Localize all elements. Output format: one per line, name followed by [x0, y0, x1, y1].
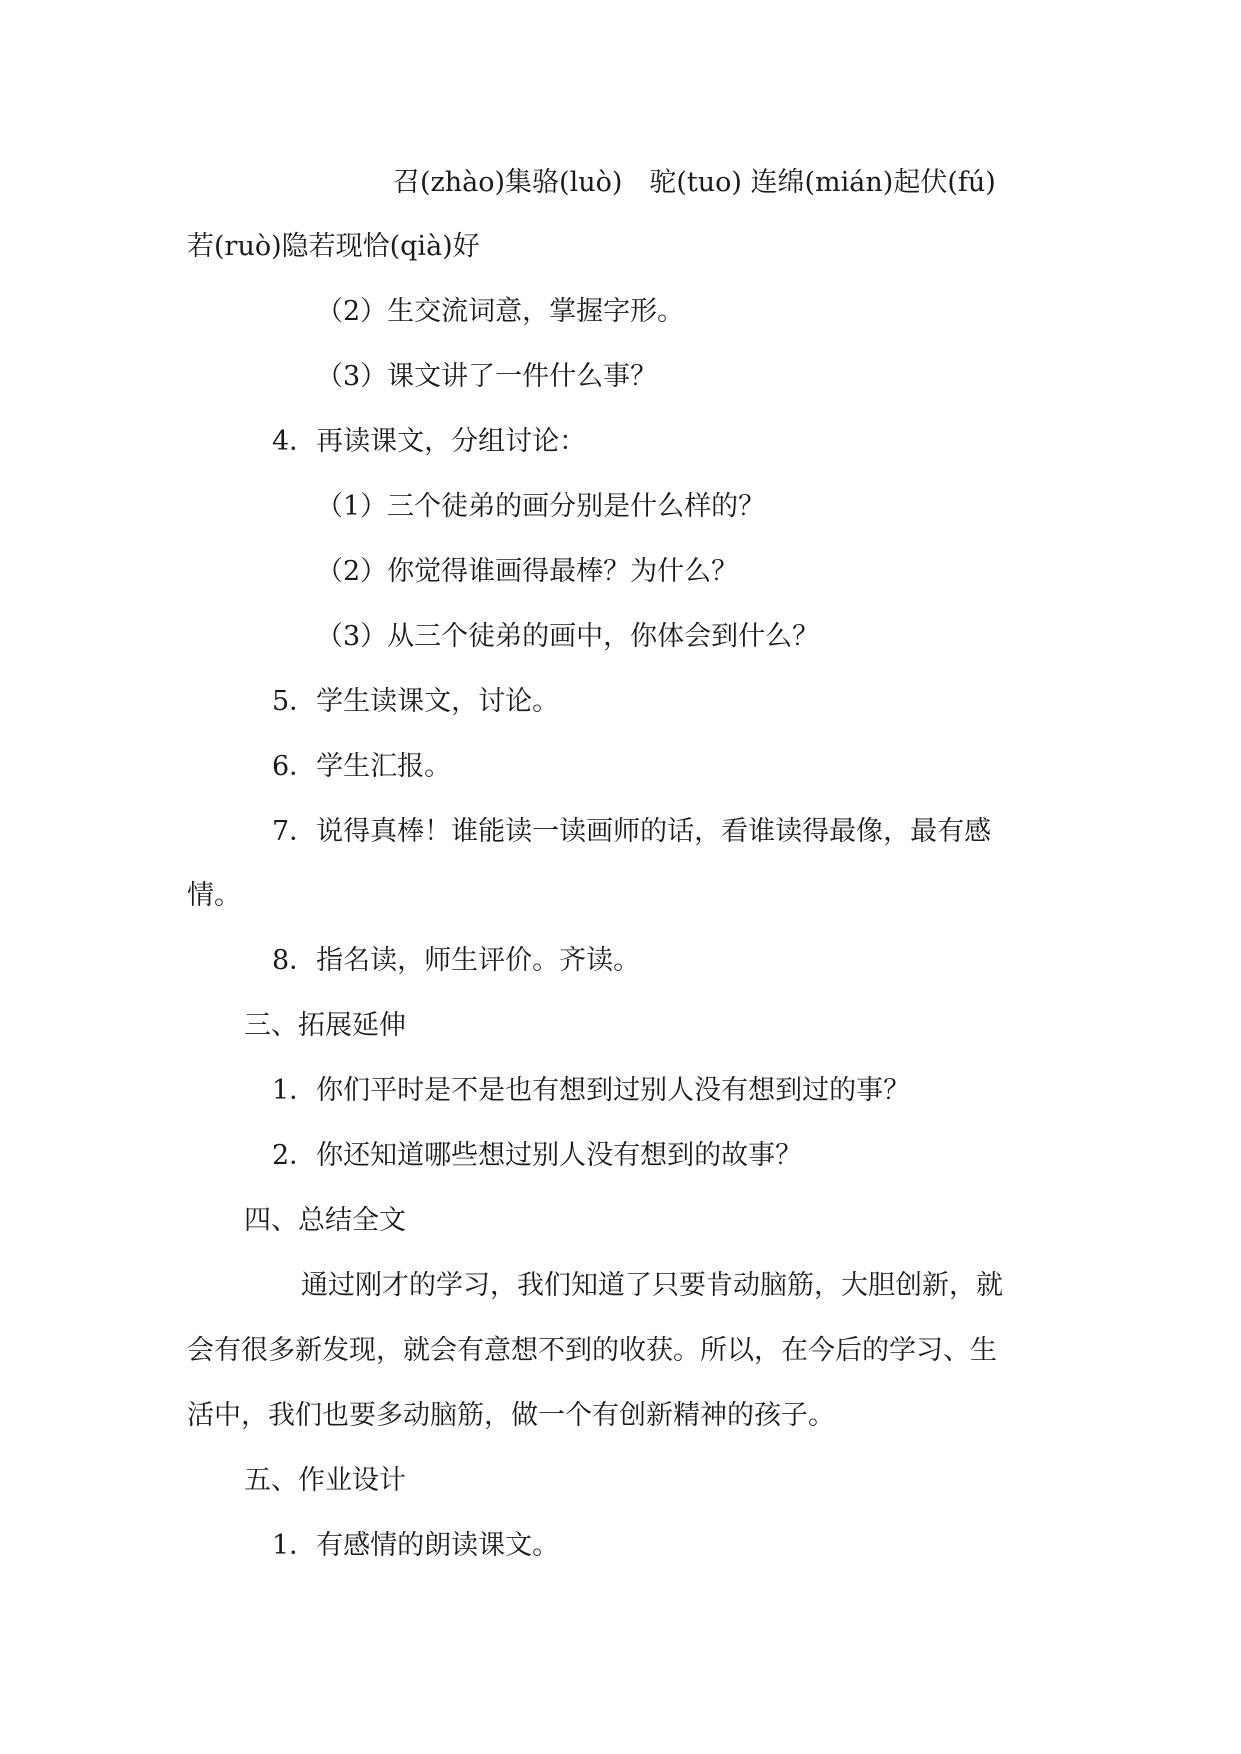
section-heading-4: 四、总结全文	[244, 1205, 406, 1236]
text-line-step-5: 5．学生读课文，讨论。	[272, 686, 560, 717]
text-line-step-6: 6．学生汇报。	[272, 751, 452, 782]
paragraph-summary-line-1: 通过刚才的学习，我们知道了只要肯动脑筋，大胆创新，就	[301, 1270, 1003, 1301]
text-line-ext-2: 2．你还知道哪些想过别人没有想到的故事？	[272, 1140, 803, 1171]
text-line-ext-1: 1．你们平时是不是也有想到过别人没有想到过的事？	[272, 1075, 911, 1106]
text-line-step-4: 4．再读课文，分组讨论：	[272, 426, 587, 457]
paragraph-summary-line-2: 会有很多新发现，就会有意想不到的收获。所以，在今后的学习、生	[187, 1335, 997, 1366]
text-line-hw-1: 1．有感情的朗读课文。	[272, 1530, 560, 1561]
text-line-pinyin-1: 召(zhào)集骆(luò) 驼(tuo) 连绵(mián)起伏(fú)	[393, 167, 996, 198]
text-line-step-8: 8．指名读，师生评价。齐读。	[272, 945, 641, 976]
text-line-step-3-2: （2）生交流词意，掌握字形。	[316, 296, 685, 327]
section-heading-3: 三、拓展延伸	[244, 1010, 406, 1041]
text-line-pinyin-2: 若(ruò)隐若现恰(qià)好	[187, 231, 480, 262]
text-line-step-7: 7．说得真棒！谁能读一读画师的话，看谁读得最像，最有感	[272, 816, 992, 847]
section-heading-5: 五、作业设计	[244, 1465, 406, 1496]
text-line-step-4-1: （1）三个徒弟的画分别是什么样的？	[316, 491, 766, 522]
text-line-step-7-cont: 情。	[187, 880, 241, 911]
text-line-step-3-3: （3）课文讲了一件什么事？	[316, 361, 658, 392]
text-line-step-4-3: （3）从三个徒弟的画中，你体会到什么？	[316, 621, 820, 652]
text-line-step-4-2: （2）你觉得谁画得最棒？为什么？	[316, 556, 739, 587]
paragraph-summary-line-3: 活中，我们也要多动脑筋，做一个有创新精神的孩子。	[187, 1400, 835, 1431]
